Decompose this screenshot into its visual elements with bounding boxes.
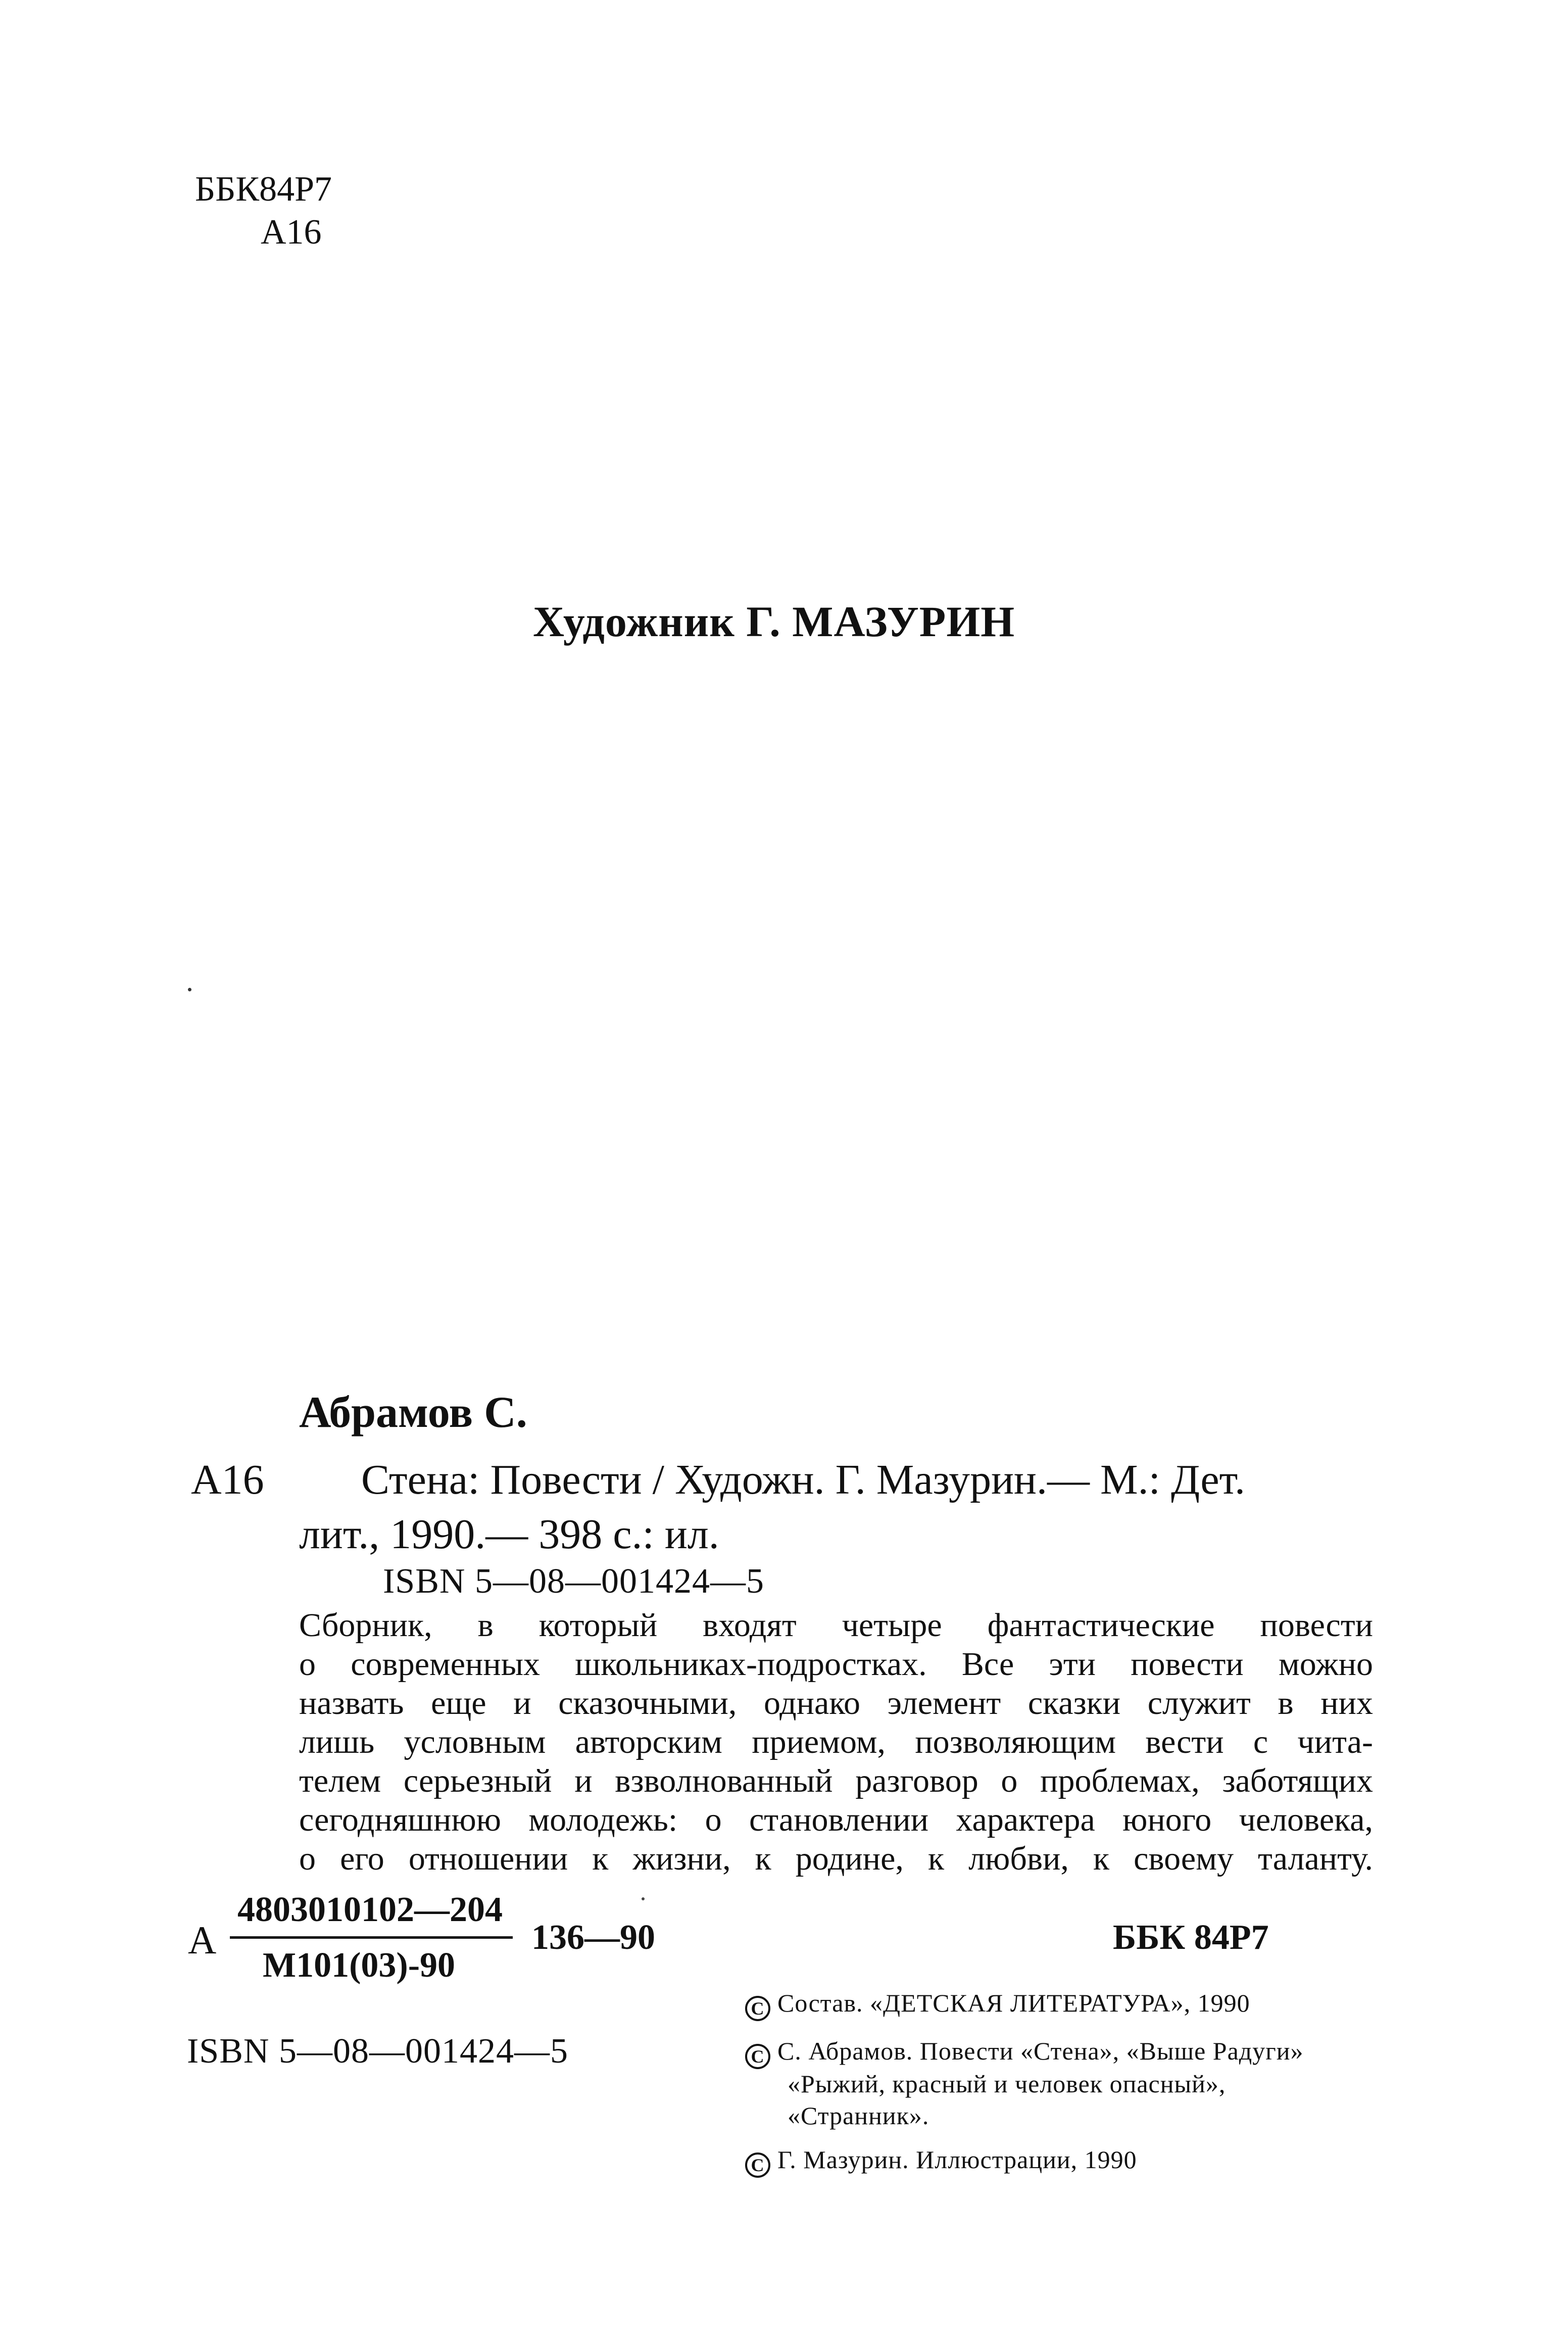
- illustrator-credit: Художник Г. МАЗУРИН: [533, 597, 1015, 646]
- annotation-line: сегодняшнюю молодежь: о становлении характера юного человека,: [299, 1801, 1373, 1838]
- code-numerator: 4803010102—204: [237, 1890, 503, 1929]
- annotation-line: лишь условным авторским приемом, позволяющим вести с чита-: [299, 1724, 1373, 1760]
- copyright-text: Состав. «ДЕТСКАЯ ЛИТЕРАТУРА», 1990: [777, 1989, 1250, 2017]
- annotation-text: [299, 1606, 1373, 1878]
- copyright-line-1: [745, 1988, 1250, 2021]
- fraction-bar: [230, 1936, 513, 1939]
- annotation-line: телем серьезный и взволнованный разговор о проблемах, заботящих: [299, 1762, 1373, 1799]
- copyright-text: С. Абрамов. Повести «Стена», «Выше Радуги»: [777, 2037, 1304, 2065]
- annotation-line: Сборник, в который входят четыре фантастические повести: [299, 1607, 1373, 1644]
- print-speck: [642, 1897, 645, 1900]
- annotation-line: о его отношении к жизни, к родине, к любви, к своему таланту.: [299, 1840, 1373, 1877]
- annotation-line: о современных школьниках-подростках. Все эти повести можно: [299, 1646, 1373, 1683]
- card-title-line-1: Стена: Повести / Художн. Г. Мазурин.— М.: Дет.: [361, 1456, 1246, 1503]
- bbk-bottom: ББК 84Р7: [1113, 1918, 1269, 1957]
- author-mark-code: А16: [261, 213, 322, 252]
- card-title-line-2: лит., 1990.— 398 с.: ил.: [299, 1511, 719, 1558]
- card-author-mark: А16: [191, 1456, 264, 1503]
- copyright-icon: C: [745, 2044, 770, 2069]
- copyright-icon: C: [745, 2152, 770, 2178]
- copyright-line-2: [745, 2036, 1304, 2069]
- isbn-bottom: ISBN 5—08—001424—5: [187, 2032, 568, 2071]
- print-speck: [188, 988, 191, 991]
- copyright-text: Г. Мазурин. Иллюстрации, 1990: [777, 2145, 1137, 2174]
- annotation-line: назвать еще и сказочными, однако элемент сказки служит в них: [299, 1685, 1373, 1721]
- bbk-classification: ББК84Р7: [195, 170, 332, 209]
- copyright-line-2-cont: «Рыжий, красный и человек опасный»,: [788, 2070, 1226, 2098]
- code-denominator: М101(03)-90: [263, 1946, 456, 1985]
- code-prefix: А: [188, 1918, 217, 1962]
- copyright-line-2-end: «Странник».: [788, 2101, 929, 2130]
- copyright-line-3: [745, 2145, 1137, 2178]
- card-isbn: ISBN 5—08—001424—5: [383, 1562, 764, 1601]
- copyright-icon: C: [745, 1996, 770, 2021]
- code-suffix: 136—90: [531, 1918, 655, 1957]
- card-author: Абрамов С.: [299, 1388, 527, 1437]
